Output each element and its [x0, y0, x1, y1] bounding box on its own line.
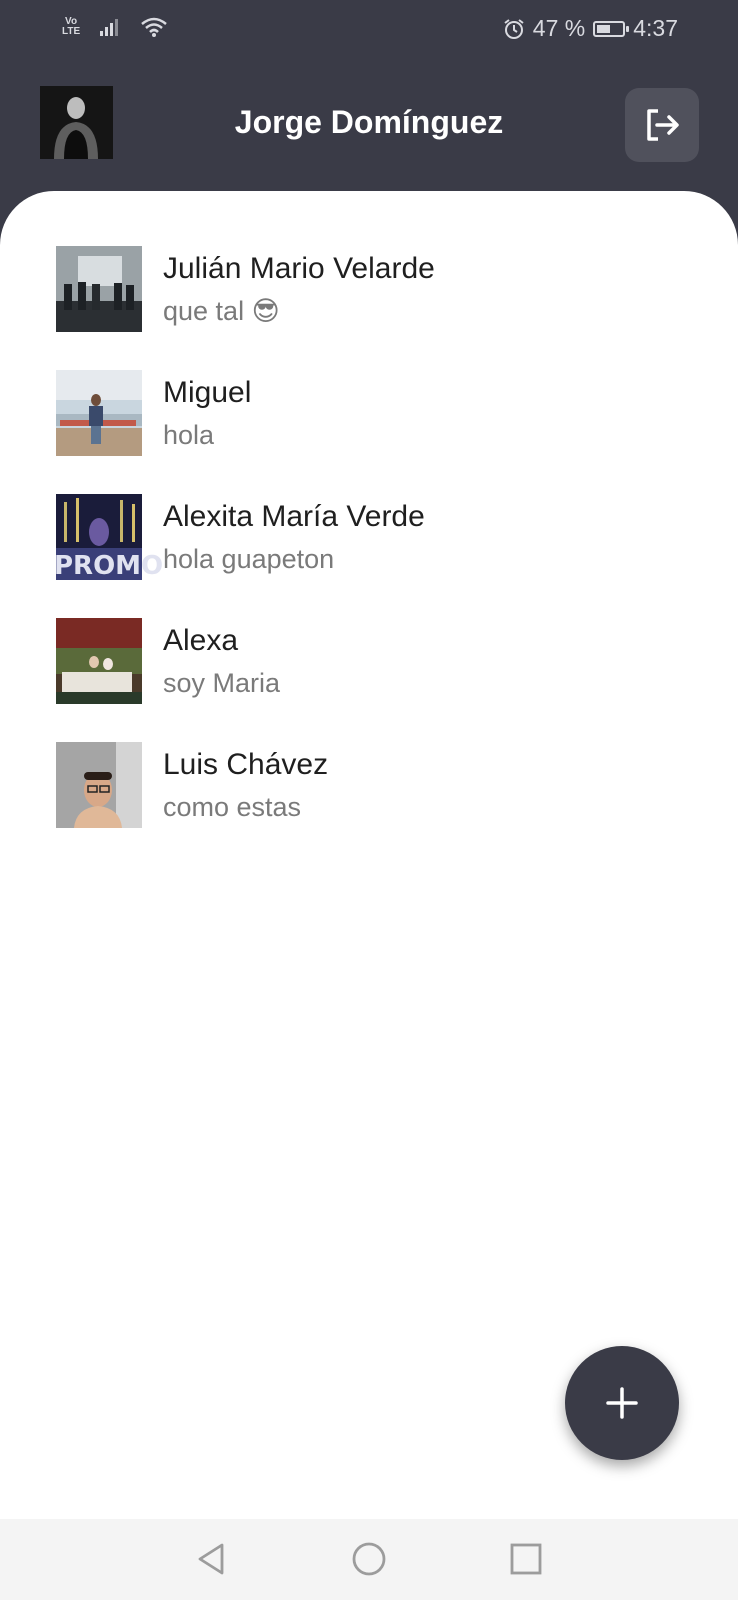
- system-nav-bar: [0, 1519, 738, 1600]
- volte-bottom: LTE: [62, 26, 81, 37]
- back-icon[interactable]: [192, 1539, 232, 1579]
- last-message: que tal 😎: [163, 296, 280, 326]
- contact-avatar: [56, 618, 142, 704]
- svg-text:PROMO: PROMO: [54, 551, 164, 581]
- recents-icon[interactable]: [506, 1539, 546, 1579]
- contact-name: Julián Mario Velarde: [163, 252, 435, 285]
- new-chat-button[interactable]: [565, 1346, 679, 1460]
- chat-list-container: [0, 191, 738, 1519]
- last-message: hola guapeton: [163, 544, 335, 574]
- last-message: hola: [163, 420, 215, 450]
- home-icon[interactable]: [349, 1539, 389, 1579]
- page-title: Jorge Domínguez: [234, 104, 504, 140]
- plus-icon: [605, 1386, 639, 1420]
- status-bar: [0, 0, 738, 58]
- clock-time: 4:37: [633, 15, 678, 41]
- signal-icon: [98, 17, 122, 37]
- contact-name: Alexa: [163, 624, 239, 657]
- alarm-icon: [503, 18, 525, 40]
- last-message: soy Maria: [163, 668, 281, 698]
- chat-list-item[interactable]: [56, 370, 696, 458]
- contact-name: Miguel: [163, 376, 252, 409]
- logout-button[interactable]: [625, 88, 699, 162]
- chat-list-item[interactable]: [56, 742, 696, 830]
- contact-avatar: [54, 494, 164, 581]
- contact-name: Luis Chávez: [163, 748, 329, 781]
- battery-percent: 47 %: [532, 15, 586, 41]
- chat-list-item[interactable]: [56, 246, 696, 334]
- app-header: [0, 84, 738, 164]
- contact-avatar: [56, 742, 142, 828]
- chat-list-item[interactable]: [56, 618, 696, 706]
- volte-indicator: [62, 17, 80, 37]
- last-message: como estas: [163, 792, 302, 822]
- contact-avatar: [56, 246, 142, 332]
- contact-avatar: [56, 370, 142, 456]
- chat-list-item[interactable]: [56, 494, 696, 582]
- battery-icon: [593, 21, 625, 37]
- contact-name: Alexita María Verde: [163, 500, 425, 533]
- logout-icon: [642, 105, 682, 145]
- volte-top: Vo: [65, 16, 78, 27]
- wifi-icon: [140, 16, 168, 38]
